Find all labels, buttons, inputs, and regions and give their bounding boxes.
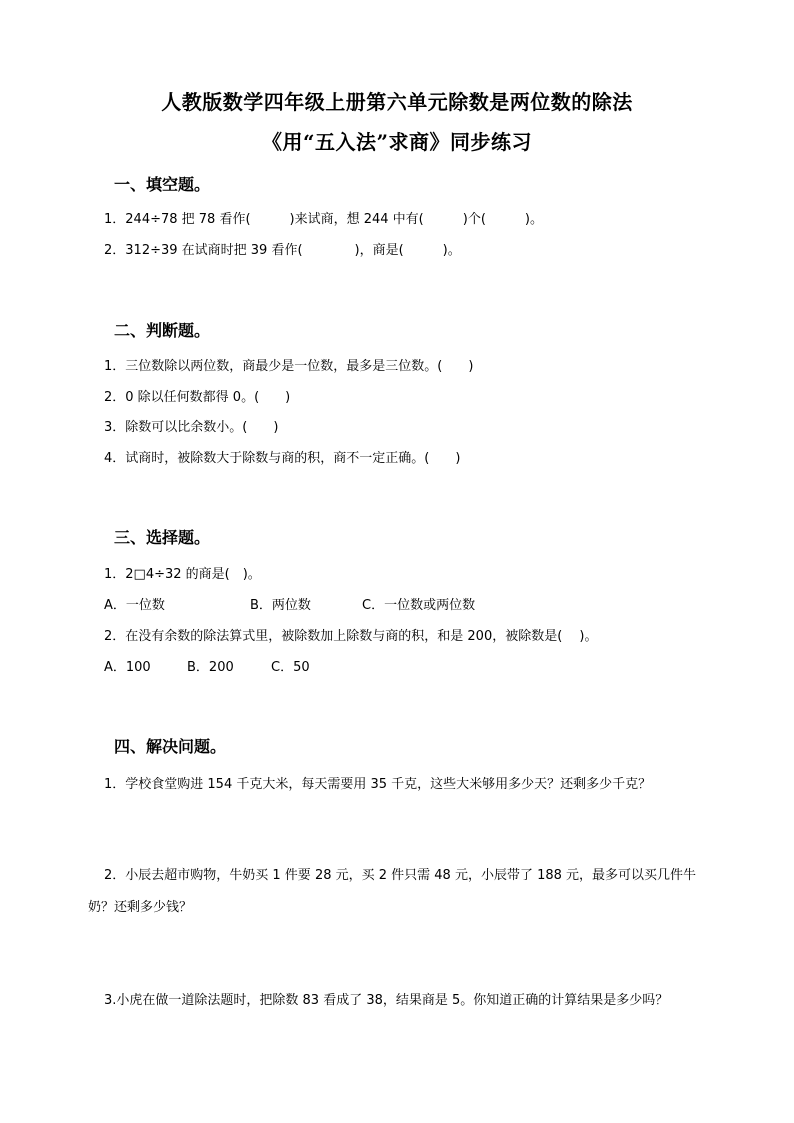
- section-problem-solving-heading: 四、解决问题。: [114, 737, 227, 756]
- true-false-question-3: 3．除数可以比余数小。( ): [104, 420, 279, 435]
- title-line-1: 人教版数学四年级上册第六单元除数是两位数的除法: [161, 90, 633, 114]
- fill-blank-question-2: 2．312÷39 在试商时把 39 看作( )，商是( )。: [104, 243, 461, 258]
- true-false-question-1: 1．三位数除以两位数，商最少是一位数，最多是三位数。( ): [104, 359, 474, 374]
- section-true-false-heading: 二、判断题。: [114, 321, 211, 340]
- true-false-question-2: 2．0 除以任何数都得 0。( ): [104, 390, 291, 405]
- true-false-question-4: 4．试商时，被除数大于除数与商的积，商不一定正确。( ): [104, 451, 461, 466]
- choice-2-option-b: B．200: [187, 660, 234, 675]
- problem-question-3: 3.小虎在做一道除法题时，把除数 83 看成了 38，结果商是 5。你知道正确的计算结果是多少吗？: [104, 993, 669, 1008]
- title-line-2: 《用“五入法”求商》同步练习: [261, 130, 532, 154]
- choice-question-2: 2．在没有余数的除法算式里，被除数加上除数与商的积，和是 200，被除数是( )。: [104, 629, 598, 644]
- section-fill-blank-heading: 一、填空题。: [114, 175, 211, 194]
- choice-2-option-c: C．50: [271, 660, 310, 675]
- fill-blank-question-1: 1．244÷78 把 78 看作( )来试商，想 244 中有( )个( )。: [104, 212, 543, 227]
- choice-1-option-c: C．一位数或两位数: [362, 598, 476, 613]
- problem-question-2-line-2: 奶？还剩多少钱？: [88, 900, 193, 915]
- choice-2-option-a: A．100: [104, 660, 151, 675]
- choice-1-option-a: A．一位数: [104, 598, 165, 613]
- choice-1-option-b: B．两位数: [250, 598, 311, 613]
- problem-question-1: 1．学校食堂购进 154 千克大米，每天需要用 35 千克，这些大米够用多少天？还剩多少千克？: [104, 777, 652, 792]
- problem-question-2-line-1: 2．小辰去超市购物，牛奶买 1 件要 28 元，买 2 件只需 48 元，小辰带了 188 元，最多可以买几件牛: [104, 868, 697, 883]
- section-choice-heading: 三、选择题。: [114, 528, 211, 547]
- choice-question-1: 1．2□4÷32 的商是( )。: [104, 567, 261, 582]
